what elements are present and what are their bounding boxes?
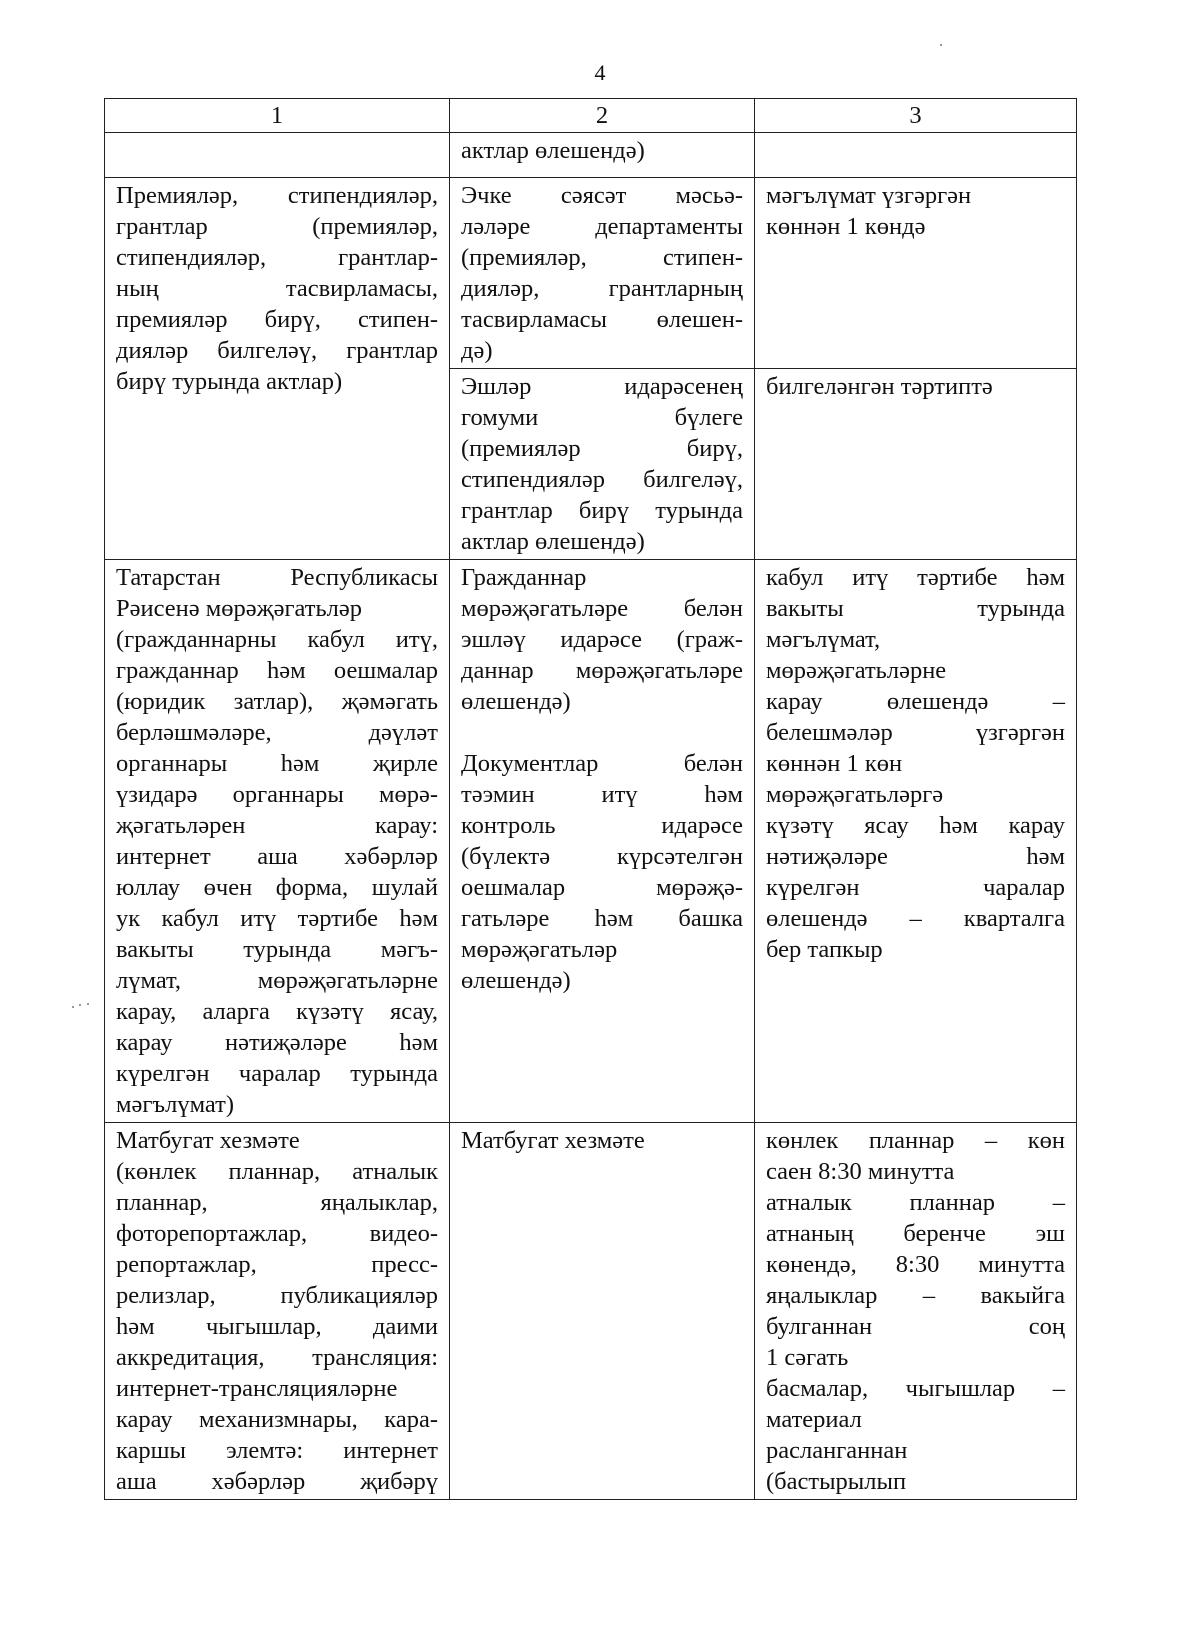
table-row bbox=[105, 1123, 1077, 1500]
text-line: атнаның беренче эш bbox=[766, 1220, 1065, 1247]
table-cell bbox=[105, 1123, 450, 1500]
text-line: мөрәҗәгатьләргә bbox=[766, 781, 944, 808]
text-line: өлешендә) bbox=[461, 688, 571, 715]
text-line: Рәисенә мөрәҗәгатьләр bbox=[116, 595, 362, 622]
column-header: 1 bbox=[105, 99, 450, 133]
text-line: органнары һәм җирле bbox=[116, 750, 438, 777]
text-line: өлешендә) bbox=[461, 967, 571, 994]
text-line: булганнан соң bbox=[766, 1313, 1065, 1340]
text-line: үзидарә органнары мөрә- bbox=[116, 781, 438, 808]
text-line: 1 сәгать bbox=[766, 1344, 849, 1371]
text-line: премияләр бирү, стипен- bbox=[116, 306, 438, 333]
text-line: оешмалар мөрәҗә- bbox=[461, 874, 743, 901]
text-line: гомуми бүлеге bbox=[461, 404, 743, 431]
text-line: интернет-трансляцияләрне bbox=[116, 1375, 398, 1402]
text-line: карау, аларга күзәтү ясау, bbox=[116, 998, 438, 1025]
text-line: күрелгән чаралар bbox=[766, 874, 1065, 901]
text-line: саен 8:30 минутта bbox=[766, 1158, 955, 1185]
text-line: материал bbox=[766, 1406, 862, 1433]
column-header: 3 bbox=[755, 99, 1077, 133]
text-line: актлар өлешендә) bbox=[461, 137, 645, 164]
page-number: 4 bbox=[594, 60, 606, 85]
table-cell bbox=[755, 560, 1077, 1123]
text-line: (бүлектә күрсәтелгән bbox=[461, 843, 743, 870]
text-line: грантлар (премияләр, bbox=[116, 213, 438, 240]
text-line: гражданнар һәм оешмалар bbox=[116, 657, 438, 684]
text-line: һәм чыгышлар, даими bbox=[116, 1313, 438, 1340]
text-line: атналык планнар – bbox=[766, 1189, 1065, 1216]
table-cell bbox=[450, 560, 755, 1123]
table-cell bbox=[450, 369, 755, 560]
text-line: грантлар бирү турында bbox=[461, 497, 743, 524]
text-line: Матбугат хезмәте bbox=[461, 1127, 645, 1154]
text-line: аша хәбәрләр җибәрү bbox=[116, 1468, 438, 1495]
text-line: Документлар белән bbox=[461, 750, 743, 777]
text-line: көнендә, 8:30 минутта bbox=[766, 1251, 1065, 1278]
text-line: Эчке сәясәт мәсьә- bbox=[461, 182, 743, 209]
text-line: (юридик затлар), җәмәгать bbox=[116, 688, 438, 715]
text-line: (премияләр, стипен- bbox=[461, 244, 743, 271]
text-line: мөрәҗәгатьләрне bbox=[766, 657, 947, 684]
text-line: фоторепортажлар, видео- bbox=[116, 1220, 438, 1247]
text-line: расланганнан bbox=[766, 1437, 908, 1464]
text-line: вакыты турында мәгъ- bbox=[116, 936, 438, 963]
text-line: яңалыклар – вакыйга bbox=[766, 1282, 1065, 1309]
text-line: ук кабул итү тәртибе һәм bbox=[116, 905, 438, 932]
scan-speck bbox=[87, 1003, 89, 1005]
text-line: лүмат, мөрәҗәгатьләрне bbox=[116, 967, 438, 994]
text-line: берләшмәләре, дәүләт bbox=[116, 719, 438, 746]
text-line: кабул итү тәртибе һәм bbox=[766, 564, 1065, 591]
text-line: релизлар, публикацияләр bbox=[116, 1282, 438, 1309]
column-header: 2 bbox=[450, 99, 755, 133]
text-line: күрелгән чаралар турында bbox=[116, 1060, 438, 1087]
text-line: бирү турында актлар) bbox=[116, 368, 343, 395]
table-cell bbox=[450, 1123, 755, 1500]
text-line: дияләр билгеләү, грантлар bbox=[116, 337, 438, 364]
paragraph-gap bbox=[461, 717, 743, 748]
text-line: тасвирламасы өлешен- bbox=[461, 306, 743, 333]
text-line: нәтиҗәләре һәм bbox=[766, 843, 1065, 870]
text-line: (гражданнарны кабул итү, bbox=[116, 626, 438, 653]
text-line: тәэмин итү һәм bbox=[461, 781, 743, 808]
text-line: Эшләр идарәсенең bbox=[461, 373, 743, 400]
text-line: дияләр, грантларның bbox=[461, 275, 743, 302]
text-line: мөрәҗәгатьләр bbox=[461, 936, 618, 963]
text-line: ләләре департаменты bbox=[461, 213, 743, 240]
text-line: (бастырылып bbox=[766, 1468, 907, 1495]
text-line: Премияләр, стипендияләр, bbox=[116, 182, 438, 209]
text-line: Матбугат хезмәте bbox=[116, 1127, 300, 1154]
text-line: күзәтү ясау һәм карау bbox=[766, 812, 1065, 839]
text-line: вакыты турында bbox=[766, 595, 1065, 622]
text-line: карау механизмнары, кара- bbox=[116, 1406, 438, 1433]
info-table bbox=[104, 98, 1077, 1500]
table-cell bbox=[105, 560, 450, 1123]
table-cell bbox=[450, 133, 755, 178]
text-line: белешмәләр үзгәргән bbox=[766, 719, 1065, 746]
table-cell bbox=[755, 178, 1077, 369]
text-line: стипендияләр билгеләү, bbox=[461, 466, 743, 493]
text-line: ның тасвирламасы, bbox=[116, 275, 438, 302]
text-line: мәгълүмат, bbox=[766, 626, 881, 653]
text-line: карау нәтиҗәләре һәм bbox=[116, 1029, 438, 1056]
text-line: өлешендә – кварталга bbox=[766, 905, 1065, 932]
text-line: бер тапкыр bbox=[766, 936, 883, 963]
text-line: көннән 1 көн bbox=[766, 750, 903, 777]
text-line: аккредитация, трансляция: bbox=[116, 1344, 438, 1371]
text-line: Татарстан Республикасы bbox=[116, 564, 438, 591]
text-line: дә) bbox=[461, 337, 493, 364]
table-cell bbox=[755, 369, 1077, 560]
text-line: көнлек планнар – көн bbox=[766, 1127, 1065, 1154]
table-cell bbox=[450, 178, 755, 369]
text-line: актлар өлешендә) bbox=[461, 528, 645, 555]
text-line: юллау өчен форма, шулай bbox=[116, 874, 438, 901]
text-line: басмалар, чыгышлар – bbox=[766, 1375, 1065, 1402]
text-line: репортажлар, пресс- bbox=[116, 1251, 438, 1278]
text-line: планнар, яңалыклар, bbox=[116, 1189, 438, 1216]
text-line: эшләү идарәсе (граж- bbox=[461, 626, 743, 653]
text-line: мөрәҗәгатьләре белән bbox=[461, 595, 743, 622]
table-row bbox=[105, 133, 1077, 178]
scan-speck bbox=[79, 1004, 81, 1006]
text-line: (көнлек планнар, атналык bbox=[116, 1158, 438, 1185]
text-line: җәгатьләрен карау: bbox=[116, 812, 438, 839]
text-line: мәгълүмат үзгәргән bbox=[766, 182, 972, 209]
scan-speck bbox=[72, 1006, 74, 1008]
table-cell bbox=[755, 133, 1077, 178]
text-line: интернет аша хәбәрләр bbox=[116, 843, 438, 870]
text-line: көннән 1 көндә bbox=[766, 213, 926, 240]
text-line: контроль идарәсе bbox=[461, 812, 743, 839]
text-line: карау өлешендә – bbox=[766, 688, 1065, 715]
table-cell bbox=[105, 133, 450, 178]
text-line: каршы элемтә: интернет bbox=[116, 1437, 438, 1464]
text-line: даннар мөрәҗәгатьләре bbox=[461, 657, 743, 684]
table-row bbox=[105, 178, 1077, 369]
text-line: мәгълүмат) bbox=[116, 1091, 235, 1118]
text-line: (премияләр бирү, bbox=[461, 435, 743, 462]
scan-speck bbox=[940, 44, 942, 46]
text-line: стипендияләр, грантлар- bbox=[116, 244, 438, 271]
text-line: Гражданнар bbox=[461, 564, 587, 591]
table-row bbox=[105, 560, 1077, 1123]
text-line: гатьләре һәм башка bbox=[461, 905, 743, 932]
table-header-row bbox=[105, 99, 1077, 133]
table-cell bbox=[755, 1123, 1077, 1500]
table-cell bbox=[105, 178, 450, 560]
text-line: билгеләнгән тәртиптә bbox=[766, 373, 993, 400]
